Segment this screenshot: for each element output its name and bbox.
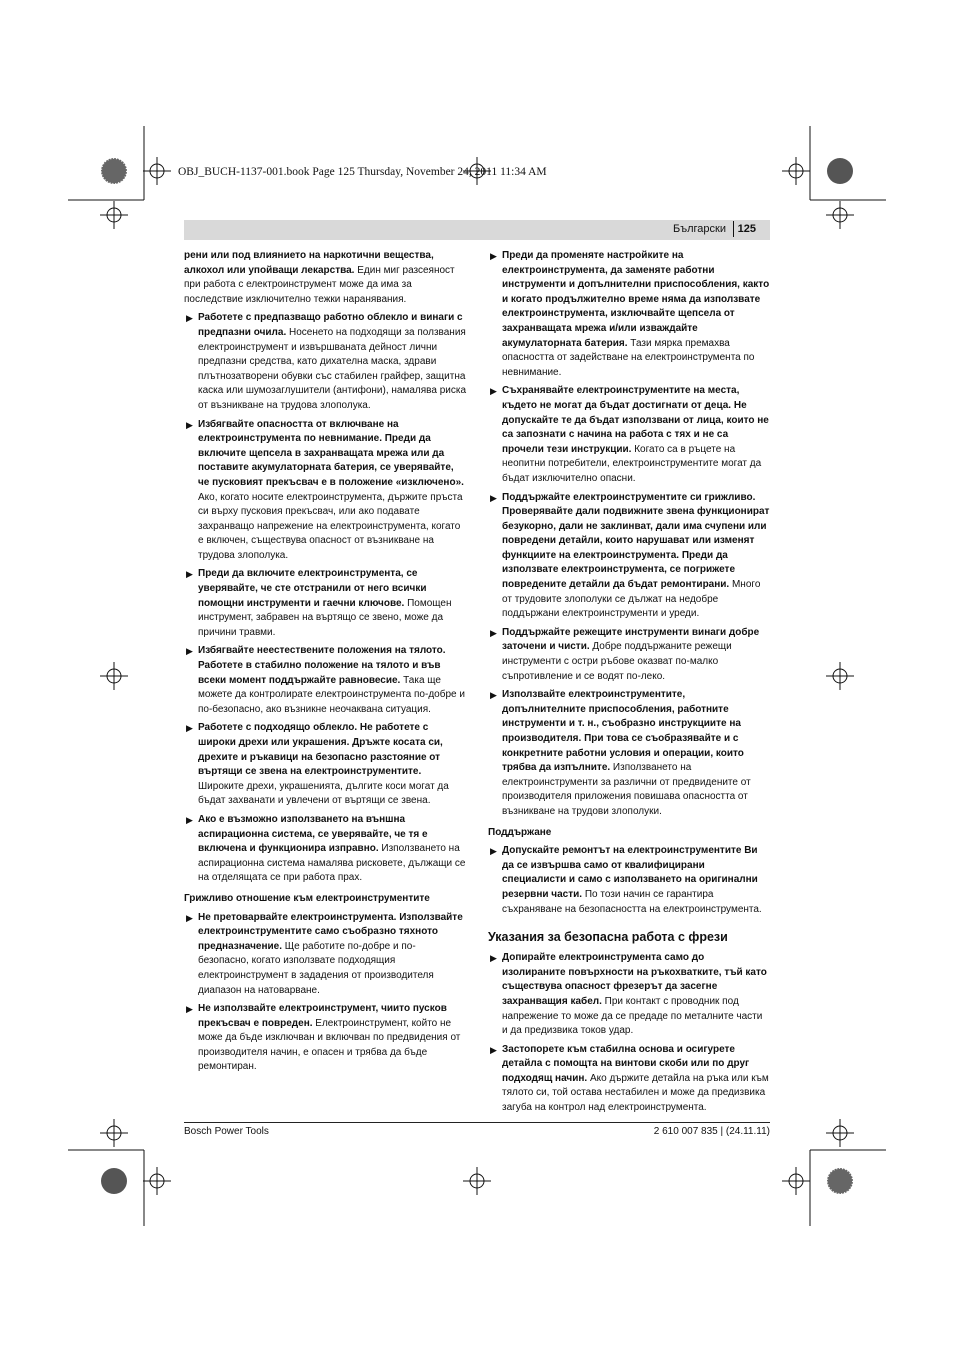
bullet-arrow-icon: ▶	[490, 627, 497, 638]
bullet-item	[488, 688, 770, 819]
bullet-arrow-icon: ▶	[490, 386, 497, 397]
bullet-item	[184, 813, 466, 886]
bullet-bold-text: Работете с предпазващо работно облекло и винаги с предпазни очила.	[198, 312, 463, 338]
bullet-arrow-icon: ▶	[186, 313, 193, 324]
bullet-item	[488, 951, 770, 1039]
bullet-body-text: Много от трудовите злополуки се дължат на недобре поддържани електроинструменти и уреди.	[502, 579, 761, 620]
footer-brand: Bosch Power Tools	[184, 1126, 269, 1137]
bullet-arrow-icon: ▶	[490, 492, 497, 503]
bullet-item	[184, 418, 466, 564]
bullet-arrow-icon: ▶	[186, 1004, 193, 1015]
bullet-item	[488, 626, 770, 684]
bullet-body-text: Електроинструмент, който не може да бъде изключван и включван по предвидения от производителя начин, е опасен и трябва да бъде ремонтиран.	[198, 1017, 461, 1073]
header-divider	[733, 221, 734, 237]
bullet-bold-text: Съхранявайте електроинструментите на места, където не могат да бъдат достигнати от деца. Не допускайте те да бъдат използвани от лица, които не са запознати с начина на работа с тях и не са прочели тези инструкции.	[502, 385, 769, 455]
bullet-arrow-icon: ▶	[186, 646, 193, 657]
bullet-body-text: Ще работите по-добре и по-безопасно, когато използвате подходящия електроинструмент в зададения от производителя диапазон на натоварване.	[198, 940, 434, 996]
bullet-body-text: Носенето на подходящи за ползвания електроинструмент и извършваната дейност лични предпазни средства, като дихателна маска, здрави плътнозатворени обувки със стабилен грайфер, защитна каска или шумозаглушители (антифони), намалява риска от възникване на трудова злополука.	[198, 326, 467, 411]
bullet-arrow-icon: ▶	[186, 569, 193, 580]
bullet-bold-text: Преди да променяте настройките на електроинструмента, да заменяте работни инструменти и допълнителни приспособления, както и когато продължително време няма да използвате електроинструмента, изключвайте щепсела от захранващата мрежа и/или изваждайте акумулаторната батерия.	[502, 250, 770, 349]
bullet-arrow-icon: ▶	[490, 846, 497, 857]
bullet-body-text: Използването на електроинструменти за различни от предвидените от производителя приложения повишава опасността от възникване на трудови злополуки.	[502, 762, 751, 817]
bullet-item	[488, 384, 770, 486]
bullet-body-text: Използването на аспирационна система намалява рисковете, дължащи се на отделящата се при работа прах.	[198, 843, 466, 884]
router-safety-heading: Указания за безопасна работа с фрези	[488, 930, 728, 945]
right-column	[488, 249, 770, 1120]
bullet-item	[488, 491, 770, 622]
bullet-bold-text: Избягвайте неестествените положения на тялото. Работете в стабилно положение на тялото и във всеки момент поддържайте равновесие.	[198, 645, 446, 686]
section-heading: Грижливо отношение към електроинструментите	[184, 892, 430, 904]
bullet-bold-text: Използвайте електроинструментите, допълнителните приспособления, работните инструменти и т. н., съобразно инструкциите на производителя. При това се съобразявайте и с конкретните работни условия и операции, които трябва да изпълните.	[502, 689, 744, 774]
bullet-arrow-icon: ▶	[186, 814, 193, 825]
bullet-bold-text: Не използвайте електроинструмент, чиито пусков прекъсвач е повреден.	[198, 1003, 447, 1029]
bullet-body-text: Помощен инструмент, забравен на въртящо се звено, може да причини травми.	[198, 597, 452, 638]
bullet-bold-text: Застопорете към стабилна основа и осигурете детайла с помощта на винтови скоби или по друг подходящ начин.	[502, 1043, 750, 1084]
bullet-bold-text: Поддържайте режещите инструменти винаги добре заточени и чисти.	[502, 626, 760, 653]
bullet-item	[184, 311, 466, 413]
bullet-bold-text: Поддържайте електроинструментите си грижливо. Проверявайте дали подвижните звена функционират безукорно, дали не заклинват, дали има счупени или повредени детайли, които нарушават или изменят функциите на електроинструмента. Преди да използвате електроинструмента, се погрижете повредените детайли да бъдат ремонтирани.	[502, 491, 770, 591]
bullet-bold-text: Допирайте електроинструмента само до изолираните повърхности на ръкохватките, тъй като съществува опасност фрезерът да засегне захранващия кабел.	[502, 952, 767, 1007]
bullet-bold-text: Избягвайте опасността от включване на електроинструмента по невнимание. Преди да включите щепсела в захранващата мрежа или да поставите акумулаторната батерия, се уверявайте, че пусковият прекъсвач е в положение «изключено».	[198, 418, 464, 488]
file-slug: OBJ_BUCH-1137-001.book Page 125 Thursday, November 24, 2011 11:34 AM	[178, 166, 547, 178]
bullet-item	[488, 1043, 770, 1116]
bullet-bold-text: Ако е възможно използването на външна аспирационна система, се уверявайте, че тя е включена и функционира изправно.	[198, 813, 428, 855]
bullet-item	[184, 644, 466, 717]
bullet-body-text: Тази мярка премахва опасността от задействане на електроинструмента по невнимание.	[502, 337, 755, 378]
bullet-item	[184, 567, 466, 640]
intro-paragraph: рени или под влиянието на наркотични вещества, алкохол или упойващи лекарства. Един миг разсеяност при работа с електроинструмент може да има за последствие изключително тежки наранявания.	[184, 250, 455, 305]
bullet-item	[184, 1002, 466, 1075]
page-number: 125	[737, 223, 756, 235]
header-language: Български	[673, 223, 726, 235]
bullet-bold-text: Не претоварвайте електроинструмента. Използвайте електроинструментите само съобразно тяхното предназначение.	[198, 911, 463, 952]
bullet-arrow-icon: ▶	[490, 953, 497, 964]
footer-rule	[184, 1122, 770, 1123]
bullet-item	[488, 844, 770, 917]
bullet-body-text: При контакт с проводник под напрежение то може да се предаде по металните части и да предизвика токов удар.	[502, 995, 763, 1037]
bullet-body-text: По този начин се гарантира съхраняване на безопасността на електроинструмента.	[502, 888, 762, 915]
bullet-arrow-icon: ▶	[186, 912, 193, 923]
bullet-bold-text: Допускайте ремонтът на електроинструментите Ви да се извършва само от квалифицирани специалисти и само с използването на оригинални резервни части.	[502, 845, 758, 900]
bullet-body-text: Така ще можете да контролирате електроинструмента по-добре и по-безопасно, ако възникне неочаквана ситуация.	[198, 674, 465, 715]
bullet-item	[184, 721, 466, 809]
bullet-item	[184, 911, 466, 999]
bullet-arrow-icon: ▶	[186, 419, 193, 430]
footer-doc-number: 2 610 007 835 | (24.11.11)	[653, 1126, 770, 1137]
service-heading: Поддържане	[488, 826, 552, 838]
bullet-item	[488, 249, 770, 380]
bullet-body-text: Когато са в ръцете на неопитни потребители, електроинструментите могат да бъдат изключително опасни.	[502, 443, 762, 484]
bullet-body-text: Ако, когато носите електроинструмента, държите пръста си върху пусковия прекъсвач, или ако подавате захранващо напрежение на електроинструмента, когато е включен, съществува опасност от възникване на трудова злополука.	[198, 491, 463, 561]
left-column	[184, 249, 466, 1079]
bullet-body-text: Широките дрехи, украшенията, дългите коси могат да бъдат захванати и увлечени от въртящи се звена.	[198, 780, 449, 807]
bullet-body-text: Ако държите детайла на ръка или към тялото си, той остава нестабилен и може да предизвика загуба на контрол над електроинструмента.	[502, 1072, 769, 1114]
bullet-bold-text: Преди да включите електроинструмента, се уверявайте, че сте отстранили от него всички помощни инструменти и гаечни ключове.	[198, 568, 427, 609]
bullet-arrow-icon: ▶	[490, 690, 497, 701]
bullet-body-text: Добре поддържаните режещи инструменти с остри ръбове оказват по-малко съпротивление и се водят по-леко.	[502, 641, 732, 682]
page-header	[184, 220, 770, 240]
bullet-arrow-icon: ▶	[186, 723, 193, 734]
bullet-arrow-icon: ▶	[490, 251, 497, 261]
bullet-arrow-icon: ▶	[490, 1044, 497, 1055]
bullet-bold-text: Работете с подходящо облекло. Не работете с широки дрехи или украшения. Дръжте косата си, дрехите и ръкавици на безопасно разстояние от въртящи се звена на електроинструментите.	[198, 722, 443, 778]
